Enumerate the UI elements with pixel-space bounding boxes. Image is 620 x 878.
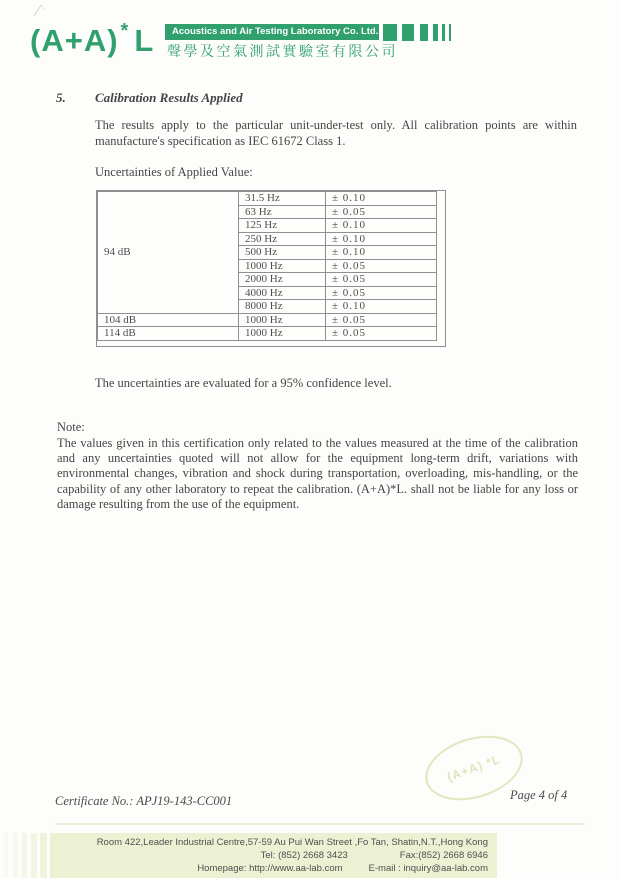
stamp-text: (A+A) *L: [445, 751, 503, 785]
logo-l: L: [134, 23, 155, 58]
company-logo: [30, 20, 154, 59]
uncertainty-cell: ± 0.10: [326, 246, 437, 260]
footer-email: E-mail : inquiry@aa-lab.com: [368, 863, 488, 874]
uncertainty-cell: ± 0.05: [326, 286, 437, 300]
footer-stripes-decoration: [0, 833, 55, 878]
uncertainty-cell: ± 0.05: [326, 327, 437, 341]
logo-main: (A+A): [30, 23, 119, 58]
frequency-cell: 500 Hz: [239, 246, 326, 260]
uncertainty-table-body: [98, 192, 437, 341]
frequency-cell: 63 Hz: [239, 205, 326, 219]
footer-divider: [55, 823, 585, 825]
frequency-cell: 4000 Hz: [239, 286, 326, 300]
footer-address-line: Room 422,Leader Industrial Centre,57-59 Au Pui Wan Street ,Fo Tan, Shatin,N.T.,Hong Kong: [96, 837, 488, 848]
certificate-number: Certificate No.: APJ19-143-CC001: [55, 794, 233, 808]
table-row: [98, 327, 437, 341]
frequency-cell: 1000 Hz: [239, 313, 326, 327]
uncertainty-cell: ± 0.05: [326, 259, 437, 273]
uncertainty-table: [97, 191, 437, 341]
company-name-banner: Acoustics and Air Testing Laboratory Co. Ltd.: [165, 24, 379, 40]
uncertainty-table-frame: [96, 190, 446, 347]
table-caption: Uncertainties of Applied Value:: [95, 165, 253, 179]
frequency-cell: 2000 Hz: [239, 273, 326, 287]
uncertainty-cell: ± 0.10: [326, 219, 437, 233]
table-row: [98, 192, 437, 206]
frequency-cell: 250 Hz: [239, 232, 326, 246]
uncertainty-cell: ± 0.05: [326, 273, 437, 287]
logo-asterisk: *: [120, 20, 130, 42]
level-cell: 114 dB: [98, 327, 239, 341]
uncertainty-cell: ± 0.05: [326, 313, 437, 327]
section-number: 5.: [56, 90, 66, 105]
confidence-statement: The uncertainties are evaluated for a 95% confidence level.: [95, 376, 392, 390]
frequency-cell: 125 Hz: [239, 219, 326, 233]
uncertainty-cell: ± 0.05: [326, 205, 437, 219]
note-label: Note:: [57, 420, 85, 434]
results-paragraph: The results apply to the particular unit-under-test only. All calibration points are within manufacture's specification as IEC 61672 Class 1.: [95, 118, 577, 148]
note-paragraph: The values given in this certification only related to the values measured at the time of the calibration and any uncertainties quoted will not allow for the equipment long-term drift, variations with environmental changes, vibration and shock during transportation, overloading, mis-handling, or the capability of any other laboratory to repeat the calibration. (A+A)*L. shall not be liable for any loss or damage resulting from the use of the equipment.: [57, 436, 578, 511]
uncertainty-cell: ± 0.10: [326, 232, 437, 246]
pencil-mark: [28, 1, 52, 21]
level-cell: 94 dB: [98, 192, 239, 314]
footer-web-line: [55, 862, 488, 875]
page-number: Page 4 of 4: [510, 788, 568, 802]
frequency-cell: 1000 Hz: [239, 259, 326, 273]
frequency-cell: 31.5 Hz: [239, 192, 326, 206]
footer-tel: Tel: (852) 2668 3423: [260, 850, 348, 861]
uncertainty-cell: ± 0.10: [326, 192, 437, 206]
footer-address-block: [55, 833, 497, 878]
company-name-chinese: 聲學及空氣測試實驗室有限公司: [167, 43, 398, 59]
footer-fax: Fax:(852) 2668 6946: [399, 850, 488, 861]
section-title: Calibration Results Applied: [95, 90, 243, 105]
footer-phone-line: [55, 849, 488, 862]
uncertainty-cell: ± 0.10: [326, 300, 437, 314]
table-row: [98, 313, 437, 327]
footer-homepage: Homepage: http://www.aa-lab.com: [197, 863, 343, 874]
frequency-cell: 1000 Hz: [239, 327, 326, 341]
frequency-cell: 8000 Hz: [239, 300, 326, 314]
level-cell: 104 dB: [98, 313, 239, 327]
